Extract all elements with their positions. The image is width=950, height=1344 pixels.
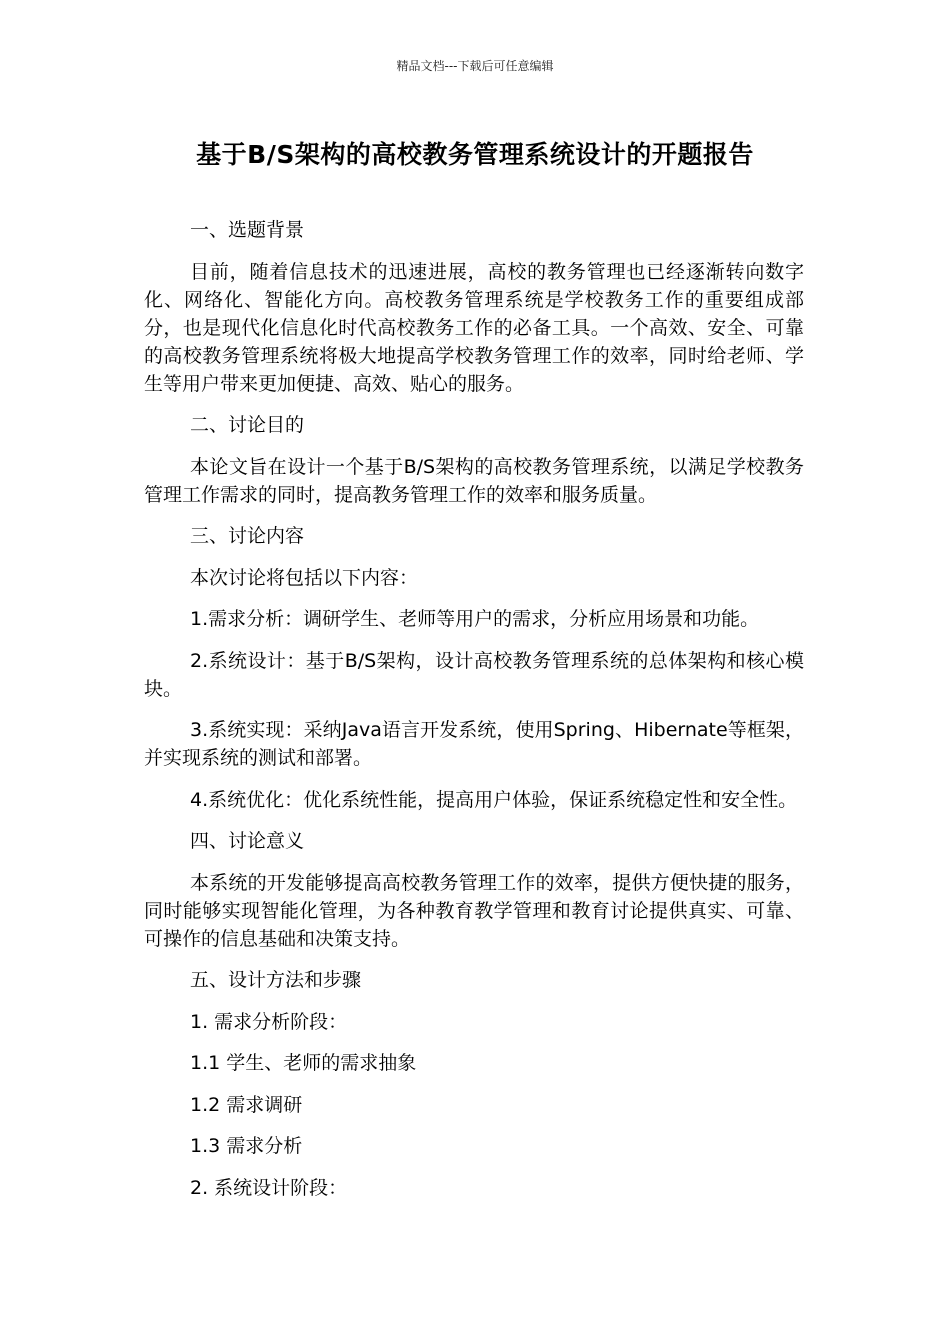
step-requirements-phase: 1. 需求分析阶段： (190, 1010, 348, 1033)
document-title: 基于B/S架构的高校教务管理系统设计的开题报告 (196, 140, 754, 169)
step-requirements-analysis: 1.3 需求分析 (190, 1135, 303, 1157)
header-note: 精品文档---下载后可任意编辑 (396, 59, 554, 73)
paragraph-purpose: 本论文旨在设计一个基于B/S架构的高校教务管理系统，以满足学校教务管理工作需求的同时，提高教务管理工作的效率和服务质量。 (144, 455, 804, 506)
list-item-design: 2.系统设计：基于B/S架构，设计高校教务管理系统的总体架构和核心模块。 (144, 649, 804, 700)
document-body (144, 216, 804, 1215)
paragraph-content-intro: 本次讨论将包括以下内容： (190, 566, 419, 589)
paragraph-background: 目前，随着信息技术的迅速进展，高校的教务管理也已经逐渐转向数字化、网络化、智能化方向。高校教务管理系统是学校教务工作的重要组成部分，也是现代化信息化时代高校教务工作的必备工具。一个高效、安全、可靠的高校教务管理系统将极大地提高学校教务管理工作的效率，同时给老师、学生等用户带来更加便捷、高效、贴心的服务。 (144, 260, 804, 395)
step-requirements-abstraction: 1.1 学生、老师的需求抽象 (190, 1052, 417, 1074)
list-item-requirements: 1.需求分析：调研学生、老师等用户的需求，分析应用场景和功能。 (190, 608, 760, 630)
list-item-optimization: 4.系统优化：优化系统性能，提高用户体验，保证系统稳定性和安全性。 (190, 788, 798, 811)
section-heading-content: 三、讨论内容 (190, 525, 305, 547)
step-system-design-phase: 2. 系统设计阶段： (190, 1176, 348, 1199)
section-heading-purpose: 二、讨论目的 (190, 414, 305, 436)
section-heading-methods: 五、设计方法和步骤 (190, 969, 362, 991)
section-heading-significance: 四、讨论意义 (190, 830, 305, 852)
list-item-implementation: 3.系统实现：采纳Java语言开发系统，使用Spring、Hibernate等框架，并实现系统的测试和部署。 (144, 719, 804, 769)
step-requirements-research: 1.2 需求调研 (190, 1093, 303, 1116)
section-heading-background: 一、选题背景 (190, 219, 305, 241)
paragraph-significance: 本系统的开发能够提高高校教务管理工作的效率，提供方便快捷的服务，同时能够实现智能化管理，为各种教育教学管理和教育讨论提供真实、可靠、可操作的信息基础和决策支持。 (144, 871, 804, 950)
